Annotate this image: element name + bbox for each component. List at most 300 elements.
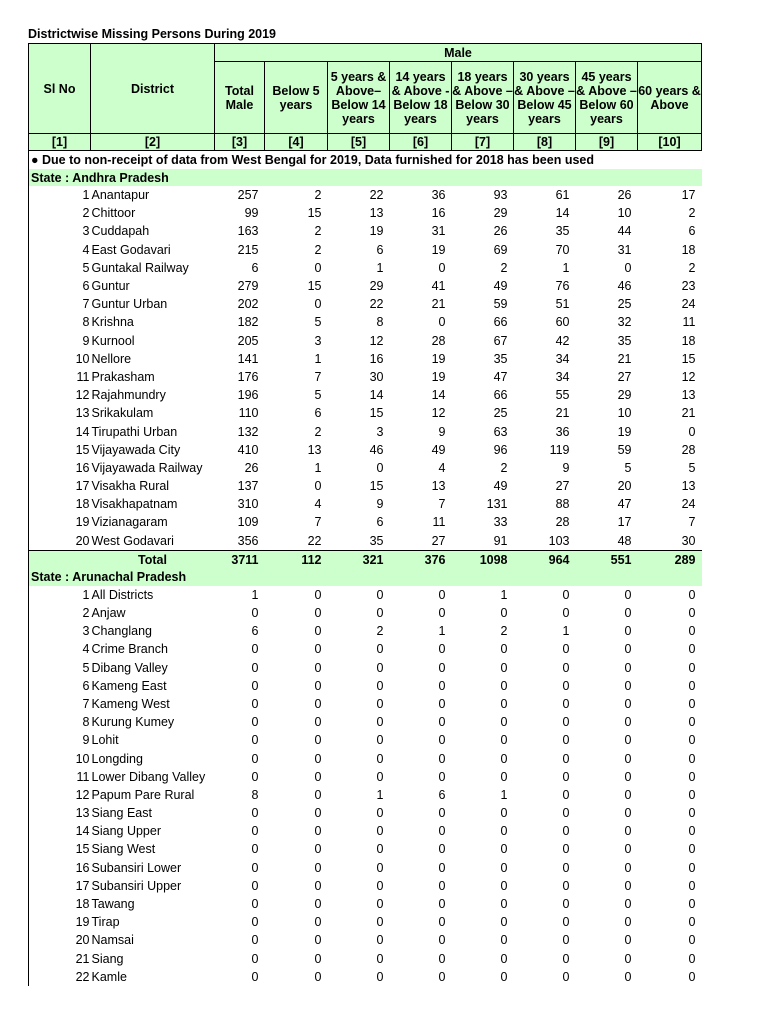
table-row — [29, 386, 702, 404]
value-cell: 0 — [624, 624, 632, 639]
value-cell: 1 — [376, 260, 384, 275]
value-cell: 0 — [624, 787, 632, 802]
total-label: Total — [91, 550, 215, 569]
district-cell: Guntakal Railway — [91, 260, 189, 275]
value-cell: 14 — [431, 388, 446, 403]
value-cell: 10 — [617, 206, 632, 221]
value-cell: 6 — [314, 406, 322, 421]
district-cell: Nellore — [91, 351, 132, 366]
value-cell: 0 — [251, 878, 259, 893]
value-cell: 0 — [314, 260, 322, 275]
value-cell: 13 — [431, 479, 446, 494]
value-cell: 0 — [438, 715, 446, 730]
value-cell: 0 — [376, 587, 384, 602]
sl-no-cell: 10 — [29, 350, 91, 368]
sl-no-cell: 5 — [29, 259, 91, 277]
value-cell: 0 — [314, 842, 322, 857]
col-header-sl-no: Sl No — [29, 44, 91, 134]
value-cell: 0 — [376, 915, 384, 930]
value-cell: 14 — [369, 388, 384, 403]
district-cell: Papum Pare Rural — [91, 787, 195, 802]
value-cell: 0 — [624, 660, 632, 675]
value-cell: 7 — [438, 497, 446, 512]
table-row — [29, 441, 702, 459]
sl-no-cell: 5 — [29, 659, 91, 677]
district-cell: Kamle — [91, 969, 127, 984]
value-cell: 310 — [237, 497, 259, 512]
table-row — [29, 204, 702, 222]
table-row — [29, 840, 702, 858]
table-row — [29, 968, 702, 986]
value-cell: 0 — [376, 824, 384, 839]
value-cell: 66 — [493, 315, 508, 330]
district-cell: West Godavari — [91, 533, 174, 548]
value-cell: 0 — [251, 696, 259, 711]
value-cell: 0 — [438, 751, 446, 766]
value-cell: 0 — [438, 606, 446, 621]
value-cell: 0 — [438, 642, 446, 657]
value-cell: 0 — [624, 260, 632, 275]
district-cell: Vijayawada Railway — [91, 460, 203, 475]
value-cell: 0 — [314, 696, 322, 711]
value-cell: 0 — [624, 933, 632, 948]
column-number: [9] — [576, 134, 638, 151]
value-cell: 35 — [555, 224, 570, 239]
col-header-total-male: Total Male — [215, 62, 265, 134]
table-row — [29, 241, 702, 259]
value-cell: 0 — [624, 969, 632, 984]
column-number: [1] — [29, 134, 91, 151]
value-cell: 0 — [314, 933, 322, 948]
value-cell: 0 — [562, 842, 570, 857]
value-cell: 0 — [688, 933, 696, 948]
table-row — [29, 513, 702, 531]
state-heading: State : Andhra Pradesh — [29, 169, 702, 186]
table-row — [29, 332, 702, 350]
value-cell: 0 — [438, 969, 446, 984]
value-cell: 0 — [376, 660, 384, 675]
value-cell: 6 — [438, 787, 446, 802]
sl-no-cell: 15 — [29, 441, 91, 459]
value-cell: 0 — [314, 897, 322, 912]
value-cell: 63 — [493, 424, 508, 439]
district-cell: Kameng East — [91, 678, 167, 693]
value-cell: 1 — [376, 787, 384, 802]
value-cell: 55 — [555, 388, 570, 403]
value-cell: 0 — [376, 969, 384, 984]
total-value-cell: 551 — [576, 550, 638, 569]
value-cell: 49 — [493, 479, 508, 494]
value-cell: 6 — [376, 242, 384, 257]
value-cell: 0 — [314, 787, 322, 802]
value-cell: 0 — [688, 860, 696, 875]
value-cell: 0 — [624, 824, 632, 839]
value-cell: 0 — [314, 878, 322, 893]
value-cell: 1 — [438, 624, 446, 639]
sl-no-cell: 16 — [29, 459, 91, 477]
value-cell: 11 — [682, 315, 696, 330]
value-cell: 27 — [431, 533, 446, 548]
district-cell: Cuddapah — [91, 224, 150, 239]
value-cell: 0 — [688, 733, 696, 748]
value-cell: 34 — [555, 351, 570, 366]
value-cell: 76 — [555, 279, 570, 294]
value-cell: 61 — [555, 188, 570, 203]
value-cell: 1 — [562, 624, 570, 639]
table-row — [29, 786, 702, 804]
value-cell: 0 — [438, 587, 446, 602]
value-cell: 18 — [681, 242, 696, 257]
value-cell: 44 — [617, 224, 632, 239]
value-cell: 26 — [244, 460, 259, 475]
value-cell: 279 — [237, 279, 259, 294]
total-value-cell: 376 — [390, 550, 452, 569]
value-cell: 0 — [376, 897, 384, 912]
value-cell: 93 — [493, 188, 508, 203]
value-cell: 0 — [376, 733, 384, 748]
district-cell: Subansiri Upper — [91, 878, 182, 893]
value-cell: 17 — [617, 515, 632, 530]
value-cell: 22 — [307, 533, 322, 548]
sl-no-cell: 19 — [29, 513, 91, 531]
table-row — [29, 677, 702, 695]
value-cell: 0 — [688, 878, 696, 893]
column-number: [4] — [265, 134, 328, 151]
value-cell: 0 — [624, 806, 632, 821]
table-row — [29, 895, 702, 913]
value-cell: 0 — [376, 460, 384, 475]
value-cell: 13 — [369, 206, 384, 221]
value-cell: 6 — [251, 260, 259, 275]
value-cell: 47 — [617, 497, 632, 512]
value-cell: 0 — [314, 297, 322, 312]
value-cell: 0 — [624, 842, 632, 857]
value-cell: 0 — [438, 933, 446, 948]
value-cell: 0 — [438, 678, 446, 693]
value-cell: 25 — [493, 406, 508, 421]
sl-no-cell: 3 — [29, 622, 91, 640]
value-cell: 14 — [555, 206, 570, 221]
value-cell: 0 — [562, 969, 570, 984]
value-cell: 27 — [617, 369, 632, 384]
value-cell: 20 — [617, 479, 632, 494]
district-cell: Guntur Urban — [91, 297, 168, 312]
table-row — [29, 749, 702, 767]
value-cell: 24 — [681, 497, 696, 512]
value-cell: 8 — [251, 787, 259, 802]
value-cell: 0 — [438, 315, 446, 330]
value-cell: 2 — [500, 460, 508, 475]
table-row — [29, 804, 702, 822]
column-number: [8] — [514, 134, 576, 151]
value-cell: 1 — [251, 587, 259, 602]
value-cell: 0 — [624, 606, 632, 621]
value-cell: 0 — [314, 860, 322, 875]
value-cell: 410 — [237, 442, 259, 457]
value-cell: 0 — [376, 606, 384, 621]
value-cell: 103 — [548, 533, 570, 548]
sl-no-cell: 4 — [29, 640, 91, 658]
table-row — [29, 477, 702, 495]
value-cell: 69 — [493, 242, 508, 257]
value-cell: 15 — [307, 206, 322, 221]
value-cell: 0 — [438, 733, 446, 748]
table-row — [29, 604, 702, 622]
sl-no-cell: 1 — [29, 186, 91, 204]
value-cell: 0 — [500, 715, 508, 730]
value-cell: 0 — [624, 769, 632, 784]
value-cell: 0 — [624, 733, 632, 748]
value-cell: 0 — [376, 678, 384, 693]
value-cell: 26 — [493, 224, 508, 239]
value-cell: 51 — [555, 297, 570, 312]
sl-no-cell: 15 — [29, 840, 91, 858]
value-cell: 4 — [438, 460, 446, 475]
value-cell: 0 — [562, 733, 570, 748]
value-cell: 13 — [681, 479, 696, 494]
value-cell: 0 — [376, 696, 384, 711]
value-cell: 3 — [314, 333, 322, 348]
value-cell: 202 — [237, 297, 259, 312]
value-cell: 5 — [314, 388, 322, 403]
value-cell: 28 — [681, 442, 696, 457]
total-value-cell: 964 — [514, 550, 576, 569]
table-row — [29, 859, 702, 877]
value-cell: 0 — [688, 642, 696, 657]
value-cell: 15 — [307, 279, 322, 294]
value-cell: 67 — [493, 333, 508, 348]
value-cell: 0 — [251, 806, 259, 821]
table-row — [29, 259, 702, 277]
value-cell: 257 — [237, 188, 259, 203]
value-cell: 0 — [624, 860, 632, 875]
district-cell: Krishna — [91, 315, 134, 330]
value-cell: 48 — [617, 533, 632, 548]
sl-no-cell: 18 — [29, 895, 91, 913]
sl-no-cell: 6 — [29, 677, 91, 695]
value-cell: 70 — [555, 242, 570, 257]
district-cell: Kameng West — [91, 696, 170, 711]
sl-no-cell: 18 — [29, 495, 91, 513]
value-cell: 2 — [500, 624, 508, 639]
district-cell: Vijayawada City — [91, 442, 181, 457]
district-cell: Tirap — [91, 915, 120, 930]
value-cell: 26 — [617, 188, 632, 203]
value-cell: 46 — [617, 279, 632, 294]
value-cell: 4 — [314, 497, 322, 512]
value-cell: 33 — [493, 515, 508, 530]
value-cell: 0 — [376, 933, 384, 948]
value-cell: 66 — [493, 388, 508, 403]
value-cell: 29 — [493, 206, 508, 221]
total-spacer — [29, 550, 91, 569]
value-cell: 0 — [688, 824, 696, 839]
total-value-cell: 289 — [638, 550, 702, 569]
sl-no-cell: 21 — [29, 950, 91, 968]
value-cell: 0 — [376, 751, 384, 766]
value-cell: 0 — [314, 806, 322, 821]
value-cell: 0 — [624, 751, 632, 766]
col-header-18-30: 18 years & Above – Below 30 years — [452, 62, 514, 134]
value-cell: 0 — [562, 951, 570, 966]
value-cell: 0 — [624, 897, 632, 912]
value-cell: 0 — [624, 696, 632, 711]
value-cell: 0 — [251, 915, 259, 930]
value-cell: 0 — [438, 842, 446, 857]
total-row — [29, 550, 702, 569]
value-cell: 0 — [562, 878, 570, 893]
district-cell: All Districts — [91, 587, 154, 602]
value-cell: 0 — [500, 897, 508, 912]
value-cell: 0 — [314, 660, 322, 675]
value-cell: 0 — [562, 696, 570, 711]
value-cell: 5 — [688, 460, 696, 475]
value-cell: 17 — [681, 188, 696, 203]
value-cell: 47 — [493, 369, 508, 384]
value-cell: 0 — [438, 660, 446, 675]
value-cell: 0 — [562, 642, 570, 657]
table-row — [29, 822, 702, 840]
sl-no-cell: 20 — [29, 931, 91, 949]
value-cell: 0 — [251, 715, 259, 730]
value-cell: 0 — [376, 860, 384, 875]
sl-no-cell: 13 — [29, 804, 91, 822]
value-cell: 5 — [314, 315, 322, 330]
table-row — [29, 695, 702, 713]
value-cell: 35 — [369, 533, 384, 548]
missing-persons-table — [28, 43, 702, 986]
value-cell: 0 — [251, 860, 259, 875]
value-cell: 32 — [617, 315, 632, 330]
value-cell: 0 — [251, 769, 259, 784]
table-row — [29, 532, 702, 551]
value-cell: 0 — [376, 642, 384, 657]
value-cell: 0 — [314, 951, 322, 966]
value-cell: 0 — [314, 624, 322, 639]
value-cell: 5 — [624, 460, 632, 475]
value-cell: 0 — [500, 824, 508, 839]
value-cell: 29 — [369, 279, 384, 294]
table-row — [29, 877, 702, 895]
table-row — [29, 622, 702, 640]
value-cell: 215 — [237, 242, 259, 257]
value-cell: 0 — [624, 678, 632, 693]
value-cell: 25 — [617, 297, 632, 312]
column-number: [10] — [638, 134, 702, 151]
district-cell: Kurung Kumey — [91, 715, 175, 730]
district-cell: Anantapur — [91, 188, 150, 203]
table-row — [29, 295, 702, 313]
value-cell: 0 — [562, 915, 570, 930]
value-cell: 0 — [500, 933, 508, 948]
district-cell: Changlang — [91, 624, 152, 639]
value-cell: 9 — [438, 424, 446, 439]
sl-no-cell: 22 — [29, 968, 91, 986]
col-header-60-above: 60 years & Above — [638, 62, 702, 134]
value-cell: 0 — [251, 933, 259, 948]
value-cell: 19 — [431, 351, 446, 366]
value-cell: 59 — [617, 442, 632, 457]
value-cell: 0 — [562, 897, 570, 912]
value-cell: 196 — [237, 388, 259, 403]
value-cell: 0 — [562, 806, 570, 821]
value-cell: 2 — [314, 242, 322, 257]
value-cell: 7 — [314, 369, 322, 384]
value-cell: 6 — [376, 515, 384, 530]
sl-no-cell: 13 — [29, 404, 91, 422]
value-cell: 13 — [307, 442, 322, 457]
value-cell: 35 — [617, 333, 632, 348]
value-cell: 0 — [688, 696, 696, 711]
value-cell: 0 — [688, 951, 696, 966]
sl-no-cell: 2 — [29, 604, 91, 622]
value-cell: 0 — [438, 806, 446, 821]
district-cell: Lohit — [91, 733, 119, 748]
data-note: ● Due to non-receipt of data from West Bengal for 2019, Data furnished for 2018 has been used — [29, 151, 702, 170]
value-cell: 0 — [438, 897, 446, 912]
value-cell: 3 — [376, 424, 384, 439]
value-cell: 22 — [369, 297, 384, 312]
value-cell: 1 — [314, 351, 322, 366]
value-cell: 0 — [251, 678, 259, 693]
value-cell: 8 — [376, 315, 384, 330]
value-cell: 0 — [314, 733, 322, 748]
value-cell: 0 — [500, 733, 508, 748]
sl-no-cell: 9 — [29, 731, 91, 749]
value-cell: 0 — [688, 678, 696, 693]
value-cell: 31 — [431, 224, 446, 239]
value-cell: 0 — [314, 606, 322, 621]
value-cell: 119 — [549, 442, 570, 457]
value-cell: 0 — [688, 606, 696, 621]
page-title: Districtwise Missing Persons During 2019 — [28, 27, 276, 41]
sl-no-cell: 16 — [29, 859, 91, 877]
value-cell: 0 — [562, 587, 570, 602]
sl-no-cell: 2 — [29, 204, 91, 222]
value-cell: 0 — [624, 951, 632, 966]
value-cell: 21 — [681, 406, 696, 421]
value-cell: 0 — [376, 715, 384, 730]
value-cell: 0 — [688, 769, 696, 784]
total-value-cell: 112 — [265, 550, 328, 569]
value-cell: 0 — [500, 642, 508, 657]
value-cell: 19 — [369, 224, 384, 239]
value-cell: 0 — [314, 751, 322, 766]
value-cell: 27 — [555, 479, 570, 494]
value-cell: 2 — [688, 260, 696, 275]
value-cell: 0 — [500, 606, 508, 621]
value-cell: 0 — [562, 787, 570, 802]
value-cell: 9 — [376, 497, 384, 512]
value-cell: 21 — [431, 297, 446, 312]
value-cell: 0 — [562, 860, 570, 875]
value-cell: 36 — [431, 188, 446, 203]
value-cell: 0 — [500, 951, 508, 966]
value-cell: 205 — [237, 333, 259, 348]
value-cell: 15 — [369, 406, 384, 421]
table-row — [29, 659, 702, 677]
value-cell: 0 — [314, 587, 322, 602]
value-cell: 19 — [617, 424, 632, 439]
sl-no-cell: 12 — [29, 386, 91, 404]
value-cell: 0 — [314, 479, 322, 494]
district-cell: Subansiri Lower — [91, 860, 182, 875]
value-cell: 34 — [555, 369, 570, 384]
table-row — [29, 368, 702, 386]
column-number: [7] — [452, 134, 514, 151]
district-cell: Prakasham — [91, 369, 155, 384]
value-cell: 24 — [681, 297, 696, 312]
